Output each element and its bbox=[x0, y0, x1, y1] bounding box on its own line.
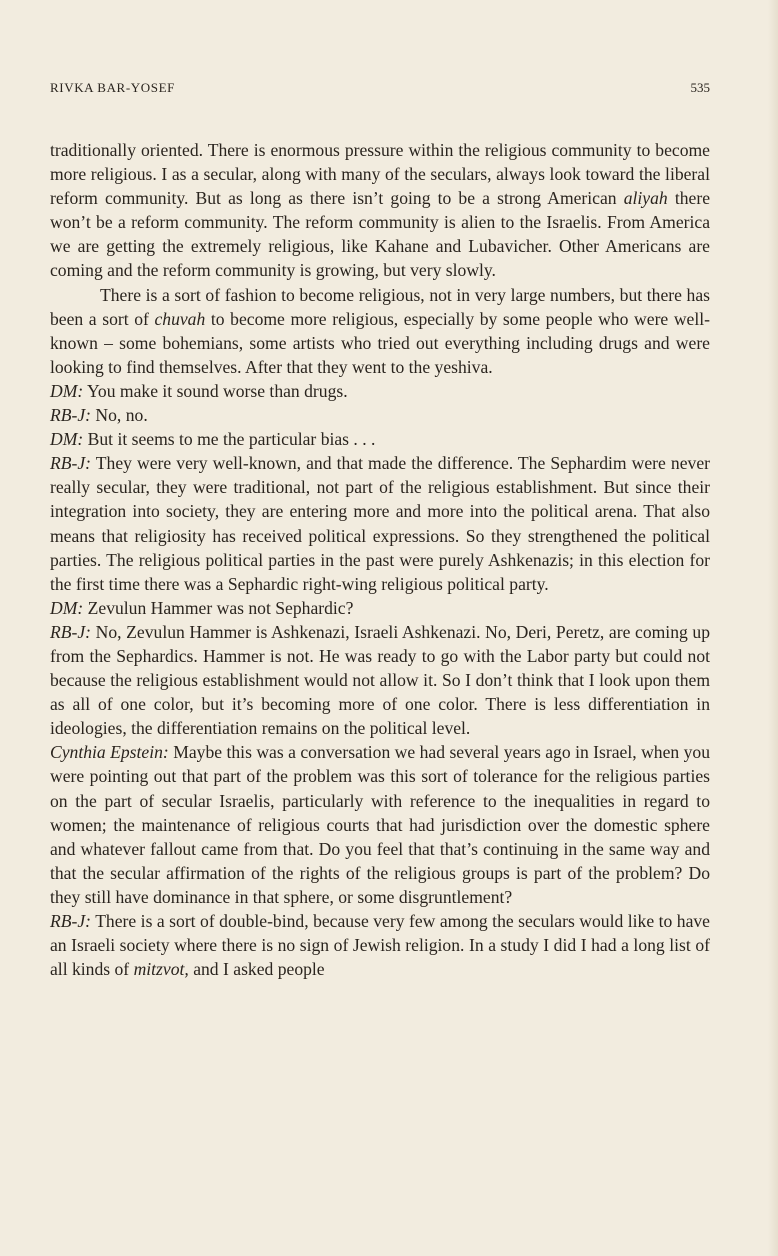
paragraph bbox=[50, 379, 710, 403]
paragraph bbox=[50, 427, 710, 451]
paragraph-text: there won’t be a reform community. The reform community is alien to the Israelis. From America we are getting the extremely religious, like Kahane and Lubavicher. Other Americans are coming and the reform community is growing, but very slowly. bbox=[50, 188, 711, 281]
italic-text: DM: bbox=[50, 597, 84, 618]
paragraph bbox=[50, 403, 710, 427]
italic-text: RB-J: bbox=[50, 405, 92, 426]
italic-text: RB-J: bbox=[50, 621, 92, 642]
paragraph-text: You make it sound worse than drugs. bbox=[83, 380, 348, 401]
paragraph bbox=[50, 620, 710, 740]
paragraph bbox=[50, 740, 710, 909]
paragraph-text: They were very well-known, and that made the difference. The Sephardim were never really secular, they were traditional, not part of the religious establishment. But since their integration into society, they are entering more and more into the political arena. That also means that religiosity has received political expressions. So they strengthened the political parties. The religious political parties in the past were purely Ashkenazis; in this election for the first time there was a Sephardic right-wing religious political party. bbox=[50, 453, 710, 594]
italic-text: aliyah bbox=[623, 188, 668, 209]
body-text bbox=[50, 138, 710, 981]
italic-text: DM: bbox=[50, 429, 84, 450]
paragraph-text: and I asked people bbox=[188, 959, 325, 980]
paragraph-text: There is a sort of fashion to become religious, not in very large numbers, but there has been a sort of bbox=[50, 284, 710, 329]
italic-text: Cynthia Epstein: bbox=[50, 742, 169, 763]
paragraph bbox=[50, 596, 710, 620]
paragraph-text: Maybe this was a conversation we had several years ago in Israel, when you were pointing out that part of the problem was this sort of tolerance for the religious parties on the part of secular Israelis, particularly with reference to the inequalities in regard to women; the maintenance of religious courts that had jurisdiction over the domestic sphere and whatever fallout came from that. Do you feel that that’s continuing in the same way and that the secular affirmation of the rights of the religious groups is part of the problem? Do they still have dominance in that sphere, or some disgruntlement? bbox=[50, 742, 711, 907]
italic-text: DM: bbox=[50, 380, 84, 401]
italic-text: mitzvot, bbox=[133, 959, 189, 980]
italic-text: RB-J: bbox=[50, 453, 92, 474]
paragraph-text: There is a sort of double-bind, because very few among the seculars would like to have an Israeli society where there is no sign of Jewish religion. In a study I did I had a long list of all kinds of bbox=[50, 911, 710, 980]
page-number: 535 bbox=[690, 80, 710, 95]
italic-text: RB-J: bbox=[50, 911, 92, 931]
paragraph bbox=[50, 909, 710, 981]
running-head: RIVKA BAR-YOSEF bbox=[50, 80, 175, 95]
paragraph-text: No, no. bbox=[91, 405, 148, 426]
paragraph-text: to become more religious, especially by some people who were well-known – some bohemians, some artists who tried out everything including drugs and were looking to find themselves. After that they went to the yeshiva. bbox=[50, 308, 710, 377]
paragraph-text: No, Zevulun Hammer is Ashkenazi, Israeli Ashkenazi. No, Deri, Peretz, are coming up from the Sephardics. Hammer is not. He was ready to go with the Labor party but could not because the religious establishment would not allow it. So I don’t think that I look upon them as all of one color, but it’s becoming more of one color. There is less differentiation in ideologies, the differentiation remains on the political level. bbox=[50, 621, 710, 739]
paragraph bbox=[50, 138, 710, 283]
paragraph-text: Zevulun Hammer was not Sephardic? bbox=[83, 597, 354, 618]
italic-text: chuvah bbox=[154, 308, 206, 329]
paragraph-text: traditionally oriented. There is enormous pressure within the religious community to become more religious. I as a secular, along with many of the seculars, always look toward the liberal reform community. But as long as there isn’t going to be a strong American bbox=[50, 140, 710, 209]
paragraph bbox=[50, 451, 710, 596]
paragraph bbox=[50, 283, 710, 379]
paragraph-text: But it seems to me the particular bias . . . bbox=[83, 429, 376, 450]
page-edge-shadow bbox=[768, 0, 778, 1256]
